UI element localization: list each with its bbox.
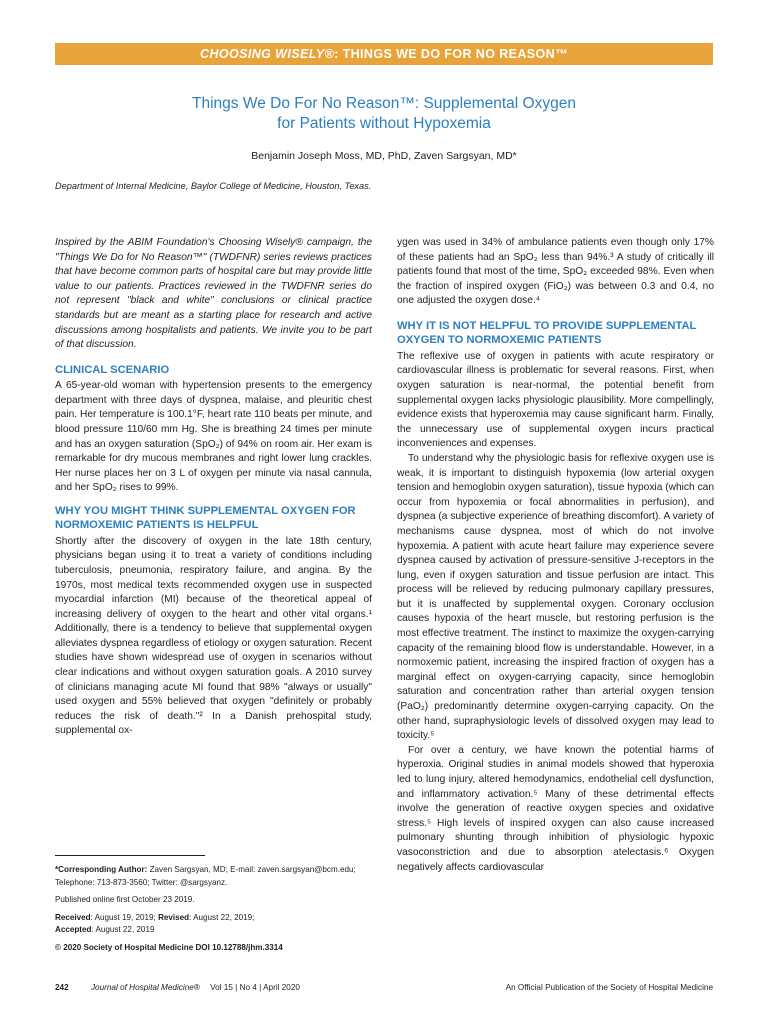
heading-why-think: WHY YOU MIGHT THINK SUPPLEMENTAL OXYGEN FOR NORMOXEMIC PATIENTS IS HELPFUL [55,504,356,532]
why-think-text: Shortly after the discovery of oxygen in the late 18th century, physicians began using it to treat a variety of conditions including tuberculosis, pneumonia, respiratory failure, and angina. By the 1970s, most medical texts recommended oxygen use in suspected myocardial infarction (MI) because of the theoretical appeal of increasing delivery of oxygen to the heart and other vital organs.¹ Additionally, there is a tendency to believe that supplemental oxygen alleviates dyspnea regardless of etiology or oxygen saturation. Recent studies have shown widespread use of oxygen in scenarios without clear indications and without oxygen saturation goals. A 2010 survey of clinicians managing acute MI found that 98% "always or usually" used oxygen and 55% believed that oxygen "definitely or probably reduces the risk of death."² In a Danish prehospital study, supplemental ox- [55,535,372,737]
corresponding-details: Zaven Sargsyan, MD; E-mail: zaven.sargsyan@bcm.edu; Telephone: 713-873-3560; Twitter: @sargsyanz. [55,865,356,887]
publisher-line: An Official Publication of the Society of Hospital Medicine [505,983,713,992]
banner-rest: : THINGS WE DO FOR NO REASON™ [334,47,568,61]
received-date: : August 19, 2019; [90,912,159,922]
affiliation: Department of Internal Medicine, Baylor College of Medicine, Houston, Texas. [55,181,372,191]
why-not-paragraph-2: To understand why the physiologic basis for reflexive oxygen use is weak, it is important to distinguish hypoxemia (low arterial oxygen tension and hemoglobin oxygen saturation), tissue hypoxia (which can occur from hypoxemia or focal abnormalities in perfusion), and dyspnea (a subjective experience of breathing discomfort). A variety of mechanisms cause dyspnea, most of which do not involve hypoxemia. A patient with acute heart failure may experience severe dyspnea caused by activation of pressure-sensitive J-receptors in the lung, even if oxygen saturation and tissue perfusion are intact. This process will be relieved by reducing pulmonary capillary pressures, but it is unaffected by supplemental oxygen. Coronary occlusion causes hypoxia of the heart muscle, but restoring perfusion is the most effective treatment. The instinct to maximize the oxygen-carrying capacity of the remaining blood flow is understandable. However, in a normoxemic patient, increasing the inspired fraction of oxygen has a marginal effect on oxygen-carrying capacity, since hemoglobin saturation and concentration rather than arterial oxygen tension (PaO₂) predominantly determine oxygen-carrying capacity. On the other hand, supraphysiologic levels of dissolved oxygen may lead to toxicity.⁵ [397,452,714,742]
article-notes [55,864,372,959]
left-column [55,236,372,739]
page-footer [55,983,713,992]
title-line-2: for Patients without Hypoxemia [277,115,491,132]
heading-clinical-scenario: CLINICAL SCENARIO [55,363,170,376]
accepted-date: : August 22, 2019 [91,925,155,934]
clinical-scenario-text: A 65-year-old woman with hypertension presents to the emergency department with three days of dyspnea, malaise, and pleuritic chest pain. Her temperature is 100.1°F, heart rate 110 beats per minute, and blood pressure 110/60 mm Hg. She is breathing 24 times per minute and has an oxygen saturation (SpO₂) of 94% on room air. Her exam is remarkable for dry mucous membranes and right lower lung crackles. Her nurse places her on 3 L of oxygen per minute via nasal cannula, and her SpO₂ rises to 99%. [55,380,372,494]
revised-label: Revised [158,912,190,922]
journal-name: Journal of Hospital Medicine® [90,983,200,992]
revised-date: : August 22, 2019; [189,912,255,922]
published-note: Published online first October 23 2019. [55,895,195,904]
why-not-paragraph-3: For over a century, we have known the potential harms of hyperoxia. Original studies in animal models showed that hyperoxia led to lung injury, altered hemodynamics, endothelial cell dysfunction, and inflammatory activation.⁵ Many of these detrimental effects involve the generation of reactive oxygen species and oxidative stress.⁵ High levels of inspired oxygen can also cause increased pulmonary shunting through inhibition of physiologic hypoxic vasoconstriction and due to absorption atelectasis.⁶ Oxygen negatively affects cardiovascular [397,744,714,873]
series-intro: Inspired by the ABIM Foundation's Choosing Wisely® campaign, the "Things We Do for No Reason™" (TWDFNR) series reviews practices that have become common parts of hospital care but may provide little value to our patients. Practices reviewed in the TWDFNR series do not represent "black and white" conclusions or clinical practice standards but are meant as a starting place for research and active discussions among hospitalists and patients. We invite you to be part of that discussion. [55,237,372,351]
footnote-rule [55,855,205,856]
banner-lead: CHOOSING WISELY® [200,47,335,61]
author-list: Benjamin Joseph Moss, MD, PhD, Zaven Sargsyan, MD* [251,150,517,162]
accepted-label: Accepted [55,925,92,934]
why-not-paragraph-1: The reflexive use of oxygen in patients with acute respiratory or cardiovascular illness is problematic for several reasons. First, when oxygen saturation is near-normal, the potential benefit from supplemental oxygen lacks physiologic plausibility. More compellingly, evidence exists that hyperoxemia may cause significant harm. Finally, the unnecessary use of supplemental oxygen incurs practical inconveniences and expenses. [397,350,714,450]
page-number: 242 [55,983,69,992]
article-title [55,94,713,134]
title-line-1: Things We Do For No Reason™: Supplemental Oxygen [192,95,576,112]
right-column [397,236,714,875]
received-label: Received [55,912,91,922]
history-dates [55,912,372,937]
section-banner [55,43,713,65]
corresponding-label: *Corresponding Author: [55,865,148,874]
corresponding-author [55,864,372,889]
heading-why-not: WHY IT IS NOT HELPFUL TO PROVIDE SUPPLEMENTAL OXYGEN TO NORMOXEMIC PATIENTS [397,319,697,347]
copyright-doi: © 2020 Society of Hospital Medicine DOI 10.12788/jhm.3314 [55,942,283,952]
why-think-continued: ygen was used in 34% of ambulance patients even though only 17% of these patients had an SpO₂ less than 94%.³ A study of critically ill patients found that most of the time, SpO₂ exceeded 98%. Even when the fraction of inspired oxygen (FiO₂) was between 0.3 and 0.4, no one adjusted the oxygen dose.⁴ [397,237,714,307]
issue-info: Vol 15 | No 4 | April 2020 [210,983,300,992]
